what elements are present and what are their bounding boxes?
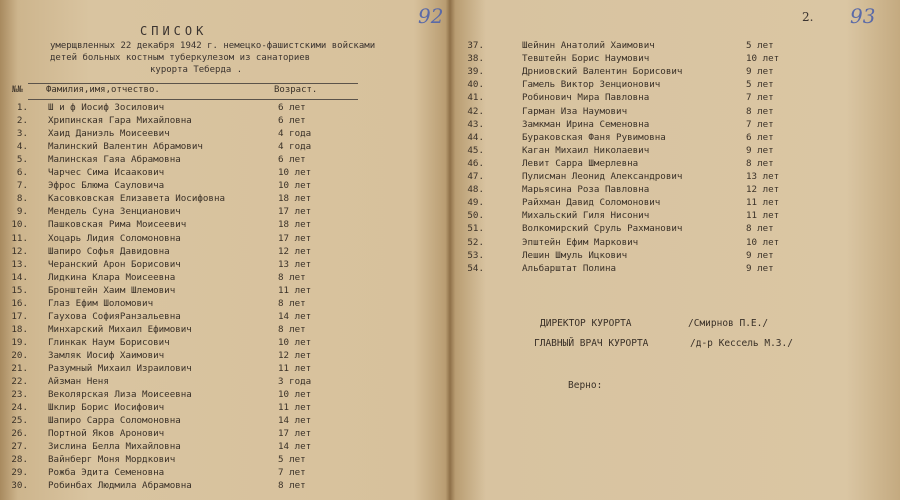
intro-line: курорта Теберда . <box>150 65 243 75</box>
list-row <box>456 197 896 211</box>
row-age: 13 лет <box>278 258 312 270</box>
row-number: 10. <box>11 219 28 231</box>
row-number: 27. <box>11 441 28 453</box>
row-age: 10 лет <box>278 336 312 348</box>
row-number: 12. <box>11 245 28 257</box>
row-number: 52. <box>467 236 484 248</box>
row-age: 10 лет <box>278 180 312 192</box>
row-age: 9 лет <box>746 262 774 274</box>
row-age: 17 лет <box>278 206 312 218</box>
page-number: 93 <box>850 4 876 28</box>
row-name: Замляк Иосиф Хаимович <box>48 349 165 361</box>
row-age: 14 лет <box>278 441 312 453</box>
row-name: Замкман Ирина Семеновна <box>522 118 650 130</box>
list-row <box>0 363 440 377</box>
row-number: 17. <box>11 310 28 322</box>
row-number: 9. <box>16 206 28 218</box>
row-number: 20. <box>11 349 28 361</box>
row-name: Ш и ф Иосиф Зосилович <box>48 102 165 113</box>
list-row <box>0 115 440 129</box>
row-number: 3. <box>16 128 28 140</box>
row-name: Шейнин Анатолий Хаимович <box>522 40 655 51</box>
row-number: 42. <box>467 105 484 117</box>
list-row <box>0 311 440 325</box>
row-age: 17 лет <box>278 232 312 244</box>
list-row <box>0 193 440 207</box>
row-name: Рожба Эдита Семеновна <box>48 467 165 479</box>
list-row <box>0 324 440 338</box>
row-name: Хаид Даниэль Моисеевич <box>48 128 170 140</box>
row-age: 9 лет <box>746 144 774 156</box>
row-number: 51. <box>467 223 484 235</box>
row-name: Зислина Белла Михайловна <box>48 441 181 453</box>
list-row <box>456 132 896 146</box>
row-number: 7. <box>16 180 28 192</box>
list-row <box>0 128 440 142</box>
row-name: Хрипинская Гара Михайловна <box>48 115 192 127</box>
row-number: 47. <box>467 171 484 182</box>
row-age: 14 лет <box>278 310 312 322</box>
row-age: 8 лет <box>278 271 306 283</box>
row-name: Чарчес Сима Исаакович <box>48 167 165 179</box>
row-number: 18. <box>11 323 28 335</box>
row-number: 5. <box>16 154 28 166</box>
row-age: 11 лет <box>278 402 312 414</box>
row-name: Пашковская Рима Моисеевич <box>48 219 187 231</box>
row-name: Разумный Михаил Израилович <box>48 363 192 374</box>
row-name: Лешин Шмуль Ицкович <box>522 249 628 261</box>
row-name: Дрниовский Валентин Борисович <box>522 66 683 78</box>
list-row <box>0 376 440 390</box>
row-number: 13. <box>11 258 28 270</box>
list-row <box>0 180 440 194</box>
intro-line: детей больных костным туберкулезом из санаториев <box>50 53 311 63</box>
signature-role-chief-doctor: ГЛАВНЫЙ ВРАЧ КУРОРТА <box>534 338 649 349</box>
row-name: Волкомирский Сруль Рахманович <box>522 223 683 235</box>
row-number: 40. <box>467 79 484 91</box>
row-name: Бураковская Фаня Рувимовна <box>522 131 666 143</box>
row-age: 14 лет <box>278 415 312 427</box>
row-name: Портной Яков Аронович <box>48 428 165 440</box>
list-row <box>0 219 440 233</box>
list-row <box>0 233 440 247</box>
list-row <box>456 53 896 67</box>
row-name: Вайнберг Моня Мордкович <box>48 454 176 466</box>
row-name: Глинкак Наум Борисович <box>48 336 170 348</box>
signature-role-director: ДИРЕКТОР КУРОРТА <box>540 318 632 329</box>
row-name: Гаухова СофияРанзальевна <box>48 310 181 322</box>
list-row <box>0 298 440 312</box>
row-name: Шапиро Софья Давидовна <box>48 245 170 257</box>
row-age: 10 лет <box>746 53 780 65</box>
list-row <box>456 79 896 93</box>
row-number: 30. <box>11 480 28 492</box>
right-page <box>456 0 900 500</box>
row-age: 8 лет <box>746 223 774 235</box>
row-age: 12 лет <box>278 349 312 361</box>
row-age: 4 года <box>278 128 312 140</box>
row-age: 5 лет <box>278 454 306 466</box>
list-row <box>0 415 440 429</box>
row-age: 5 лет <box>746 79 774 91</box>
list-row <box>456 66 896 80</box>
row-age: 7 лет <box>278 467 306 479</box>
row-name: Эфрос Блюма Сауловича <box>48 180 165 192</box>
row-number: 26. <box>11 428 28 440</box>
row-name: Робинович Мира Павловна <box>522 92 650 104</box>
row-name: Черанский Арон Борисович <box>48 258 181 270</box>
verno-label: Верно: <box>568 380 603 391</box>
row-number: 21. <box>11 363 28 374</box>
row-age: 10 лет <box>278 167 312 179</box>
list-row <box>0 102 440 116</box>
row-number: 1. <box>16 102 28 113</box>
left-page <box>0 0 448 500</box>
row-name: Веколярская Лиза Моисеевна <box>48 389 192 401</box>
row-age: 7 лет <box>746 118 774 130</box>
header-age: Возраст. <box>274 85 318 95</box>
row-age: 9 лет <box>746 66 774 78</box>
list-row <box>0 154 440 168</box>
row-name: Пулисман Леонид Александрович <box>522 171 683 182</box>
row-number: 23. <box>11 389 28 401</box>
list-row <box>0 337 440 351</box>
row-number: 54. <box>467 262 484 274</box>
row-age: 8 лет <box>278 480 306 492</box>
row-number: 46. <box>467 157 484 169</box>
list-row <box>0 402 440 416</box>
list-row <box>0 467 440 481</box>
row-name: Бронштейн Хаим Шлемович <box>48 284 176 296</box>
row-number: 48. <box>467 184 484 196</box>
row-name: Малинский Валентин Абрамович <box>48 141 203 153</box>
row-age: 6 лет <box>278 115 306 127</box>
row-number: 6. <box>16 167 28 179</box>
row-age: 11 лет <box>746 210 780 222</box>
row-age: 7 лет <box>746 92 774 104</box>
row-number: 15. <box>11 284 28 296</box>
row-name: Михальский Гиля Нисонич <box>522 210 650 222</box>
row-name: Каган Михаил Николаевич <box>522 144 650 156</box>
list-row <box>0 441 440 455</box>
list-row <box>456 210 896 224</box>
row-number: 44. <box>467 131 484 143</box>
list-row <box>0 206 440 220</box>
table-header <box>12 83 358 100</box>
list-row <box>456 106 896 120</box>
row-number: 53. <box>467 249 484 261</box>
row-age: 4 года <box>278 141 312 153</box>
list-row <box>456 92 896 106</box>
row-age: 8 лет <box>278 297 306 309</box>
row-name: Айзман Неня <box>48 376 109 388</box>
row-name: Эпштейн Ефим Маркович <box>522 236 639 248</box>
row-name: Шапиро Сарра Соломоновна <box>48 415 181 427</box>
row-name: Касовковская Елизавета Иосифовна <box>48 193 226 205</box>
row-age: 18 лет <box>278 193 312 205</box>
row-age: 17 лет <box>278 428 312 440</box>
row-number: 2. <box>16 115 28 127</box>
row-number: 4. <box>16 141 28 153</box>
row-age: 5 лет <box>746 40 774 51</box>
row-age: 9 лет <box>746 249 774 261</box>
list-row <box>0 454 440 468</box>
list-row <box>456 250 896 264</box>
row-name: Робинбах Людмила Абрамовна <box>48 480 192 492</box>
row-age: 10 лет <box>278 389 312 401</box>
row-name: Альбарштат Полина <box>522 262 617 274</box>
row-name: Минхарский Михаил Ефимович <box>48 323 192 335</box>
row-name: Гарман Иза Наумович <box>522 105 628 117</box>
page-sequence: 2. <box>802 10 814 24</box>
row-age: 10 лет <box>746 236 780 248</box>
row-number: 49. <box>467 197 484 209</box>
row-name: Левит Сарра Шмерлевна <box>522 157 639 169</box>
row-number: 28. <box>11 454 28 466</box>
list-row <box>0 141 440 155</box>
list-row <box>0 389 440 403</box>
list-row <box>456 184 896 198</box>
list-row <box>0 350 440 364</box>
row-name: Марьясина Роза Павловна <box>522 184 650 196</box>
row-name: Лидкина Клара Моисеевна <box>48 271 176 283</box>
header-num: №№ <box>12 85 23 95</box>
row-number: 38. <box>467 53 484 65</box>
row-number: 24. <box>11 402 28 414</box>
row-number: 29. <box>11 467 28 479</box>
row-number: 22. <box>11 376 28 388</box>
row-name: Мендель Суна Зенцианович <box>48 206 181 218</box>
row-number: 43. <box>467 118 484 130</box>
row-age: 18 лет <box>278 219 312 231</box>
list-row <box>456 237 896 251</box>
row-number: 8. <box>16 193 28 205</box>
row-number: 50. <box>467 210 484 222</box>
page-number: 92 <box>418 4 444 28</box>
row-name: Райхман Давид Соломонович <box>522 197 661 209</box>
list-row <box>0 272 440 286</box>
row-age: 13 лет <box>746 171 780 182</box>
row-name: Тевштейн Борис Наумович <box>522 53 650 65</box>
signature-name-chief-doctor: /д-р Кессель М.З./ <box>690 338 793 349</box>
header-name: Фамилия,имя,отчество. <box>46 85 160 95</box>
list-row <box>456 171 896 185</box>
row-number: 25. <box>11 415 28 427</box>
list-row <box>0 259 440 273</box>
row-age: 6 лет <box>278 102 306 113</box>
document-title: СПИСОК <box>140 24 208 38</box>
row-number: 16. <box>11 297 28 309</box>
row-age: 8 лет <box>746 105 774 117</box>
list-row <box>0 285 440 299</box>
row-name: Шклир Борис Иосифович <box>48 402 165 414</box>
row-number: 41. <box>467 92 484 104</box>
list-row <box>456 119 896 133</box>
row-number: 11. <box>11 232 28 244</box>
row-age: 3 года <box>278 376 312 388</box>
row-age: 8 лет <box>746 157 774 169</box>
list-row <box>456 145 896 159</box>
row-age: 6 лет <box>746 131 774 143</box>
list-row <box>0 428 440 442</box>
row-number: 37. <box>467 40 484 51</box>
row-number: 39. <box>467 66 484 78</box>
row-name: Хоцарь Лидия Соломоновна <box>48 232 181 244</box>
row-age: 11 лет <box>278 363 312 374</box>
row-number: 45. <box>467 144 484 156</box>
row-number: 14. <box>11 271 28 283</box>
row-name: Гамель Виктор Зенционович <box>522 79 661 91</box>
list-row <box>456 40 896 54</box>
row-number: 19. <box>11 336 28 348</box>
intro-line: умерщвленных 22 декабря 1942 г. немецко-фашистскими войсками <box>50 41 376 51</box>
list-row <box>456 263 896 277</box>
row-age: 8 лет <box>278 323 306 335</box>
list-row <box>0 246 440 260</box>
row-age: 6 лет <box>278 154 306 166</box>
list-row <box>456 158 896 172</box>
row-name: Малинская Гаяа Абрамовна <box>48 154 181 166</box>
list-row <box>0 480 440 494</box>
row-age: 11 лет <box>746 197 780 209</box>
row-age: 12 лет <box>746 184 780 196</box>
list-row <box>456 223 896 237</box>
signature-name-director: /Смирнов П.Е./ <box>688 318 769 329</box>
row-age: 12 лет <box>278 245 312 257</box>
row-name: Глаз Ефим Шоломович <box>48 297 154 309</box>
row-age: 11 лет <box>278 284 312 296</box>
list-row <box>0 167 440 181</box>
